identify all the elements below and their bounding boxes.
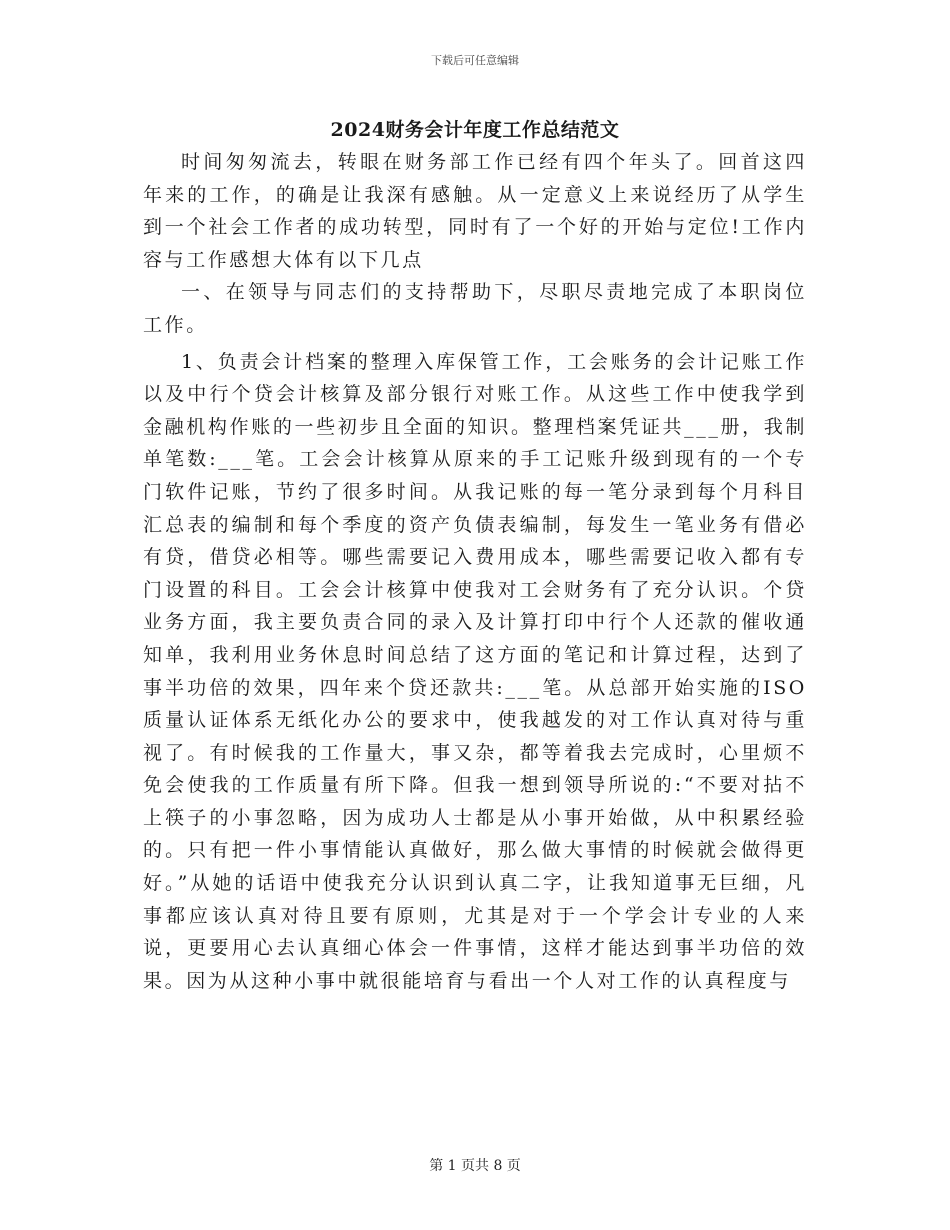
page-number-footer: 第 1 页共 8 页 [429,1158,521,1174]
paragraph-section-heading: 一、在领导与同志们的支持帮助下，尽职尽责地完成了本职岗位工作。 [143,281,807,336]
document-title: 2024财务会计年度工作总结范文 [330,119,620,141]
paragraph-item-1: 1、负责会计档案的整理入库保管工作，工会账务的会计记账工作以及中行个贷会计核算及部分银行对账工作。从这些工作中使我学到金融机构作账的一些初步且全面的知识。整理档案凭证共___册，我制单笔数:___笔。工会会计核算从原来的手工记账升级到现有的一个专门软件记账，节约了很多时间。从我记账的每一笔分录到每个月科目汇总表的编制和每个季度的资产负债表编制，每发生一笔业务有借必有贷，借贷必相等。哪些需要记入费用成本，哪些需要记收入都有专门设置的科目。工会会计核算中使我对工会财务有了充分认识。个贷业务方面，我主要负责合同的录入及计算打印中行个人还款的催收通知单，我利用业务休息时间总结了这方面的笔记和计算过程，达到了事半功倍的效果，四年来个贷还款共:___笔。从总部开始实施的ISO质量认证体系无纸化办公的要求中，使我越发的对工作认真对待与重视了。有时候我的工作量大，事又杂，都等着我去完成时，心里烦不免会使我的工作质量有所下降。但我一想到领导所说的:“不要对拈不上筷子的小事忽略，因为成功人士都是从小事开始做，从中积累经验的。只有把一件小事情能认真做好，那么做大事情的时候就会做得更好。”从她的话语中使我充分认识到认真二字，让我知道事无巨细，凡事都应该认真对待且要有原则，尤其是对于一个学会计专业的人来说，更要用心去认真细心体会一件事情，这样才能达到事半功倍的效果。因为从这种小事中就很能培育与看出一个人对工作的认真程度与 [143,350,807,992]
document-body [143,146,807,997]
paragraph-intro: 时间匆匆流去，转眼在财务部工作已经有四个年头了。回首这四年来的工作，的确是让我深有感触。从一定意义上来说经历了从学生到一个社会工作者的成功转型，同时有了一个好的开始与定位!工作内容与工作感想大体有以下几点 [143,151,807,271]
page-header-note: 下载后可任意编辑 [431,54,519,67]
